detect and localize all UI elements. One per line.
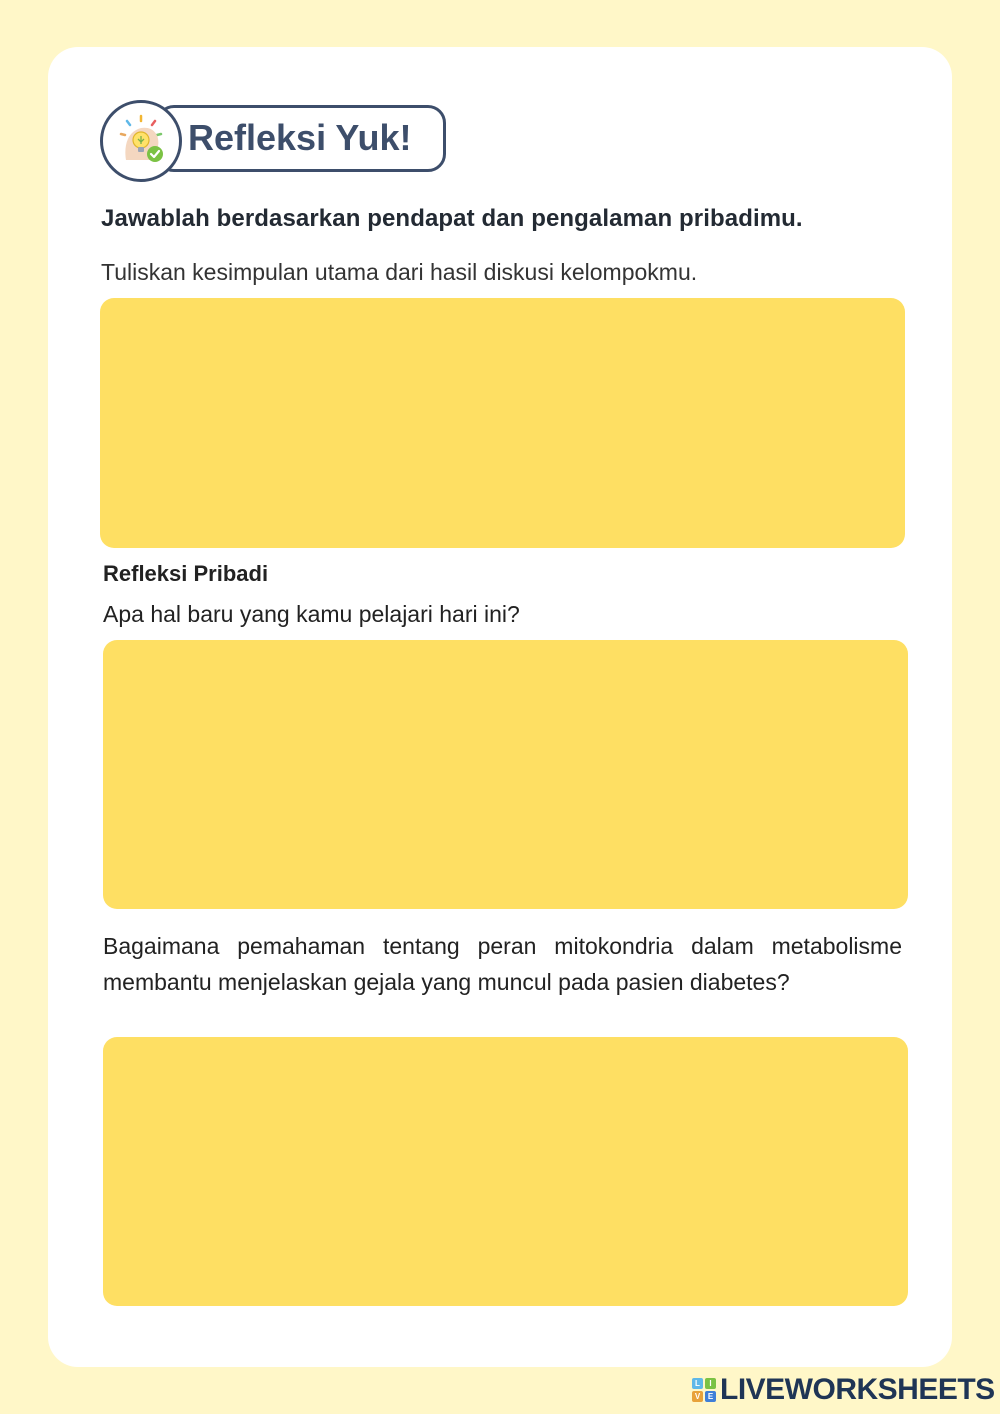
answer-3-textarea[interactable] [103, 1037, 908, 1306]
logo-letter-l: L [692, 1378, 703, 1389]
logo-letter-i: I [705, 1378, 716, 1389]
instruction-text: Jawablah berdasarkan pendapat dan pengalaman pribadimu. [101, 205, 803, 232]
liveworksheets-logo[interactable] [692, 1374, 995, 1406]
answer-1-textarea[interactable] [100, 298, 905, 548]
section-heading-refleksi-pribadi: Refleksi Pribadi [103, 561, 269, 586]
title-badge [100, 100, 182, 182]
question-2-prompt: Apa hal baru yang kamu pelajari hari ini? [103, 601, 520, 627]
title-banner [100, 100, 452, 182]
liveworksheets-logo-icon [692, 1378, 716, 1402]
question-1-prompt: Tuliskan kesimpulan utama dari hasil diskusi kelompokmu. [101, 259, 698, 285]
question-3-prompt: Bagaimana pemahaman tentang peran mitokondria dalam metabolisme membantu menjelaskan gejala yang muncul pada pasien diabetes? [103, 933, 902, 995]
liveworksheets-brand-text: LIVEWORKSHEETS [720, 1373, 995, 1406]
logo-letter-v: V [692, 1391, 703, 1402]
page-title: Refleksi Yuk! [188, 117, 412, 158]
logo-letter-e: E [705, 1391, 716, 1402]
lightbulb-head-check-icon [108, 108, 174, 174]
answer-2-textarea[interactable] [103, 640, 908, 909]
